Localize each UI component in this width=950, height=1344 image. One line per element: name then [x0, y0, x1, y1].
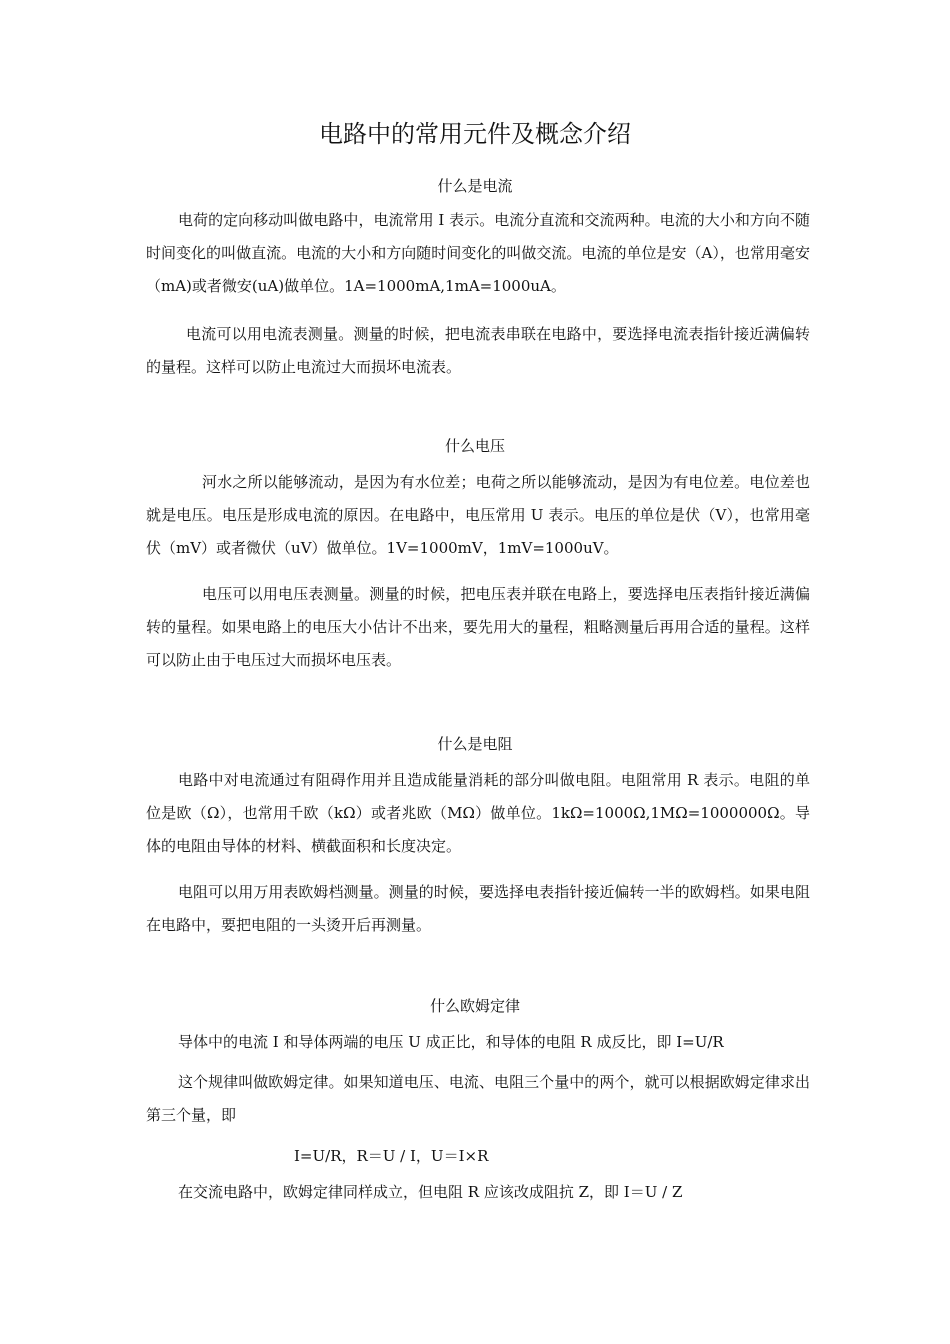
section-paragraph: 河水之所以能够流动，是因为有水位差；电荷之所以能够流动，是因为有电位差。电位差也就是电压。电压是形成电流的原因。在电路中，电压常用 U 表示。电压的单位是伏（V），也常用毫伏（mV）或者微伏（uV）做单位。1V=1000mV，1mV=1000uV。 [146, 473, 810, 557]
section-heading-ohms-law: 什么欧姆定律 [429, 997, 520, 1015]
section-paragraph: 这个规律叫做欧姆定律。如果知道电压、电流、电阻三个量中的两个，就可以根据欧姆定律求出第三个量，即 [146, 1073, 810, 1124]
section-heading-resistance: 什么是电阻 [437, 735, 513, 753]
document-title: 电路中的常用元件及概念介绍 [319, 120, 631, 148]
section-paragraph: 电压可以用电压表测量。测量的时候，把电压表并联在电路上，要选择电压表指针接近满偏转的量程。如果电路上的电压大小估计不出来，要先用大的量程，粗略测量后再用合适的量程。这样可以防止由于电压过大而损坏电压表。 [146, 585, 810, 669]
section-paragraph: 电荷的定向移动叫做电路中，电流常用 I 表示。电流分直流和交流两种。电流的大小和方向不随时间变化的叫做直流。电流的大小和方向随时间变化的叫做交流。电流的单位是安（A），也常用毫安（mA)或者微安(uA)做单位。1A=1000mA,1mA=1000uA。 [146, 211, 810, 295]
section-heading-current: 什么是电流 [437, 177, 513, 195]
section-paragraph: 电流可以用电流表测量。测量的时候，把电流表串联在电路中，要选择电流表指针接近满偏转的量程。这样可以防止电流过大而损坏电流表。 [146, 325, 810, 376]
section-heading-voltage: 什么电压 [444, 437, 505, 455]
section-paragraph: 电路中对电流通过有阻碍作用并且造成能量消耗的部分叫做电阻。电阻常用 R 表示。电阻的单位是欧（Ω），也常用千欧（kΩ）或者兆欧（MΩ）做单位。1kΩ=1000Ω,1MΩ=1000000Ω。导体的电阻由导体的材料、横截面积和长度决定。 [146, 771, 810, 855]
section-paragraph: 电阻可以用万用表欧姆档测量。测量的时候，要选择电表指针接近偏转一半的欧姆档。如果电阻在电路中，要把电阻的一头烫开后再测量。 [146, 883, 810, 934]
section-paragraph-closing: 在交流电路中，欧姆定律同样成立，但电阻 R 应该改成阻抗 Z，即 I＝U / Z [178, 1183, 683, 1201]
ohms-law-formula: I=U/R，R＝U / I，U＝I×R [294, 1147, 489, 1165]
section-paragraph: 导体中的电流 I 和导体两端的电压 U 成正比，和导体的电阻 R 成反比，即 I=U/R [178, 1033, 724, 1051]
